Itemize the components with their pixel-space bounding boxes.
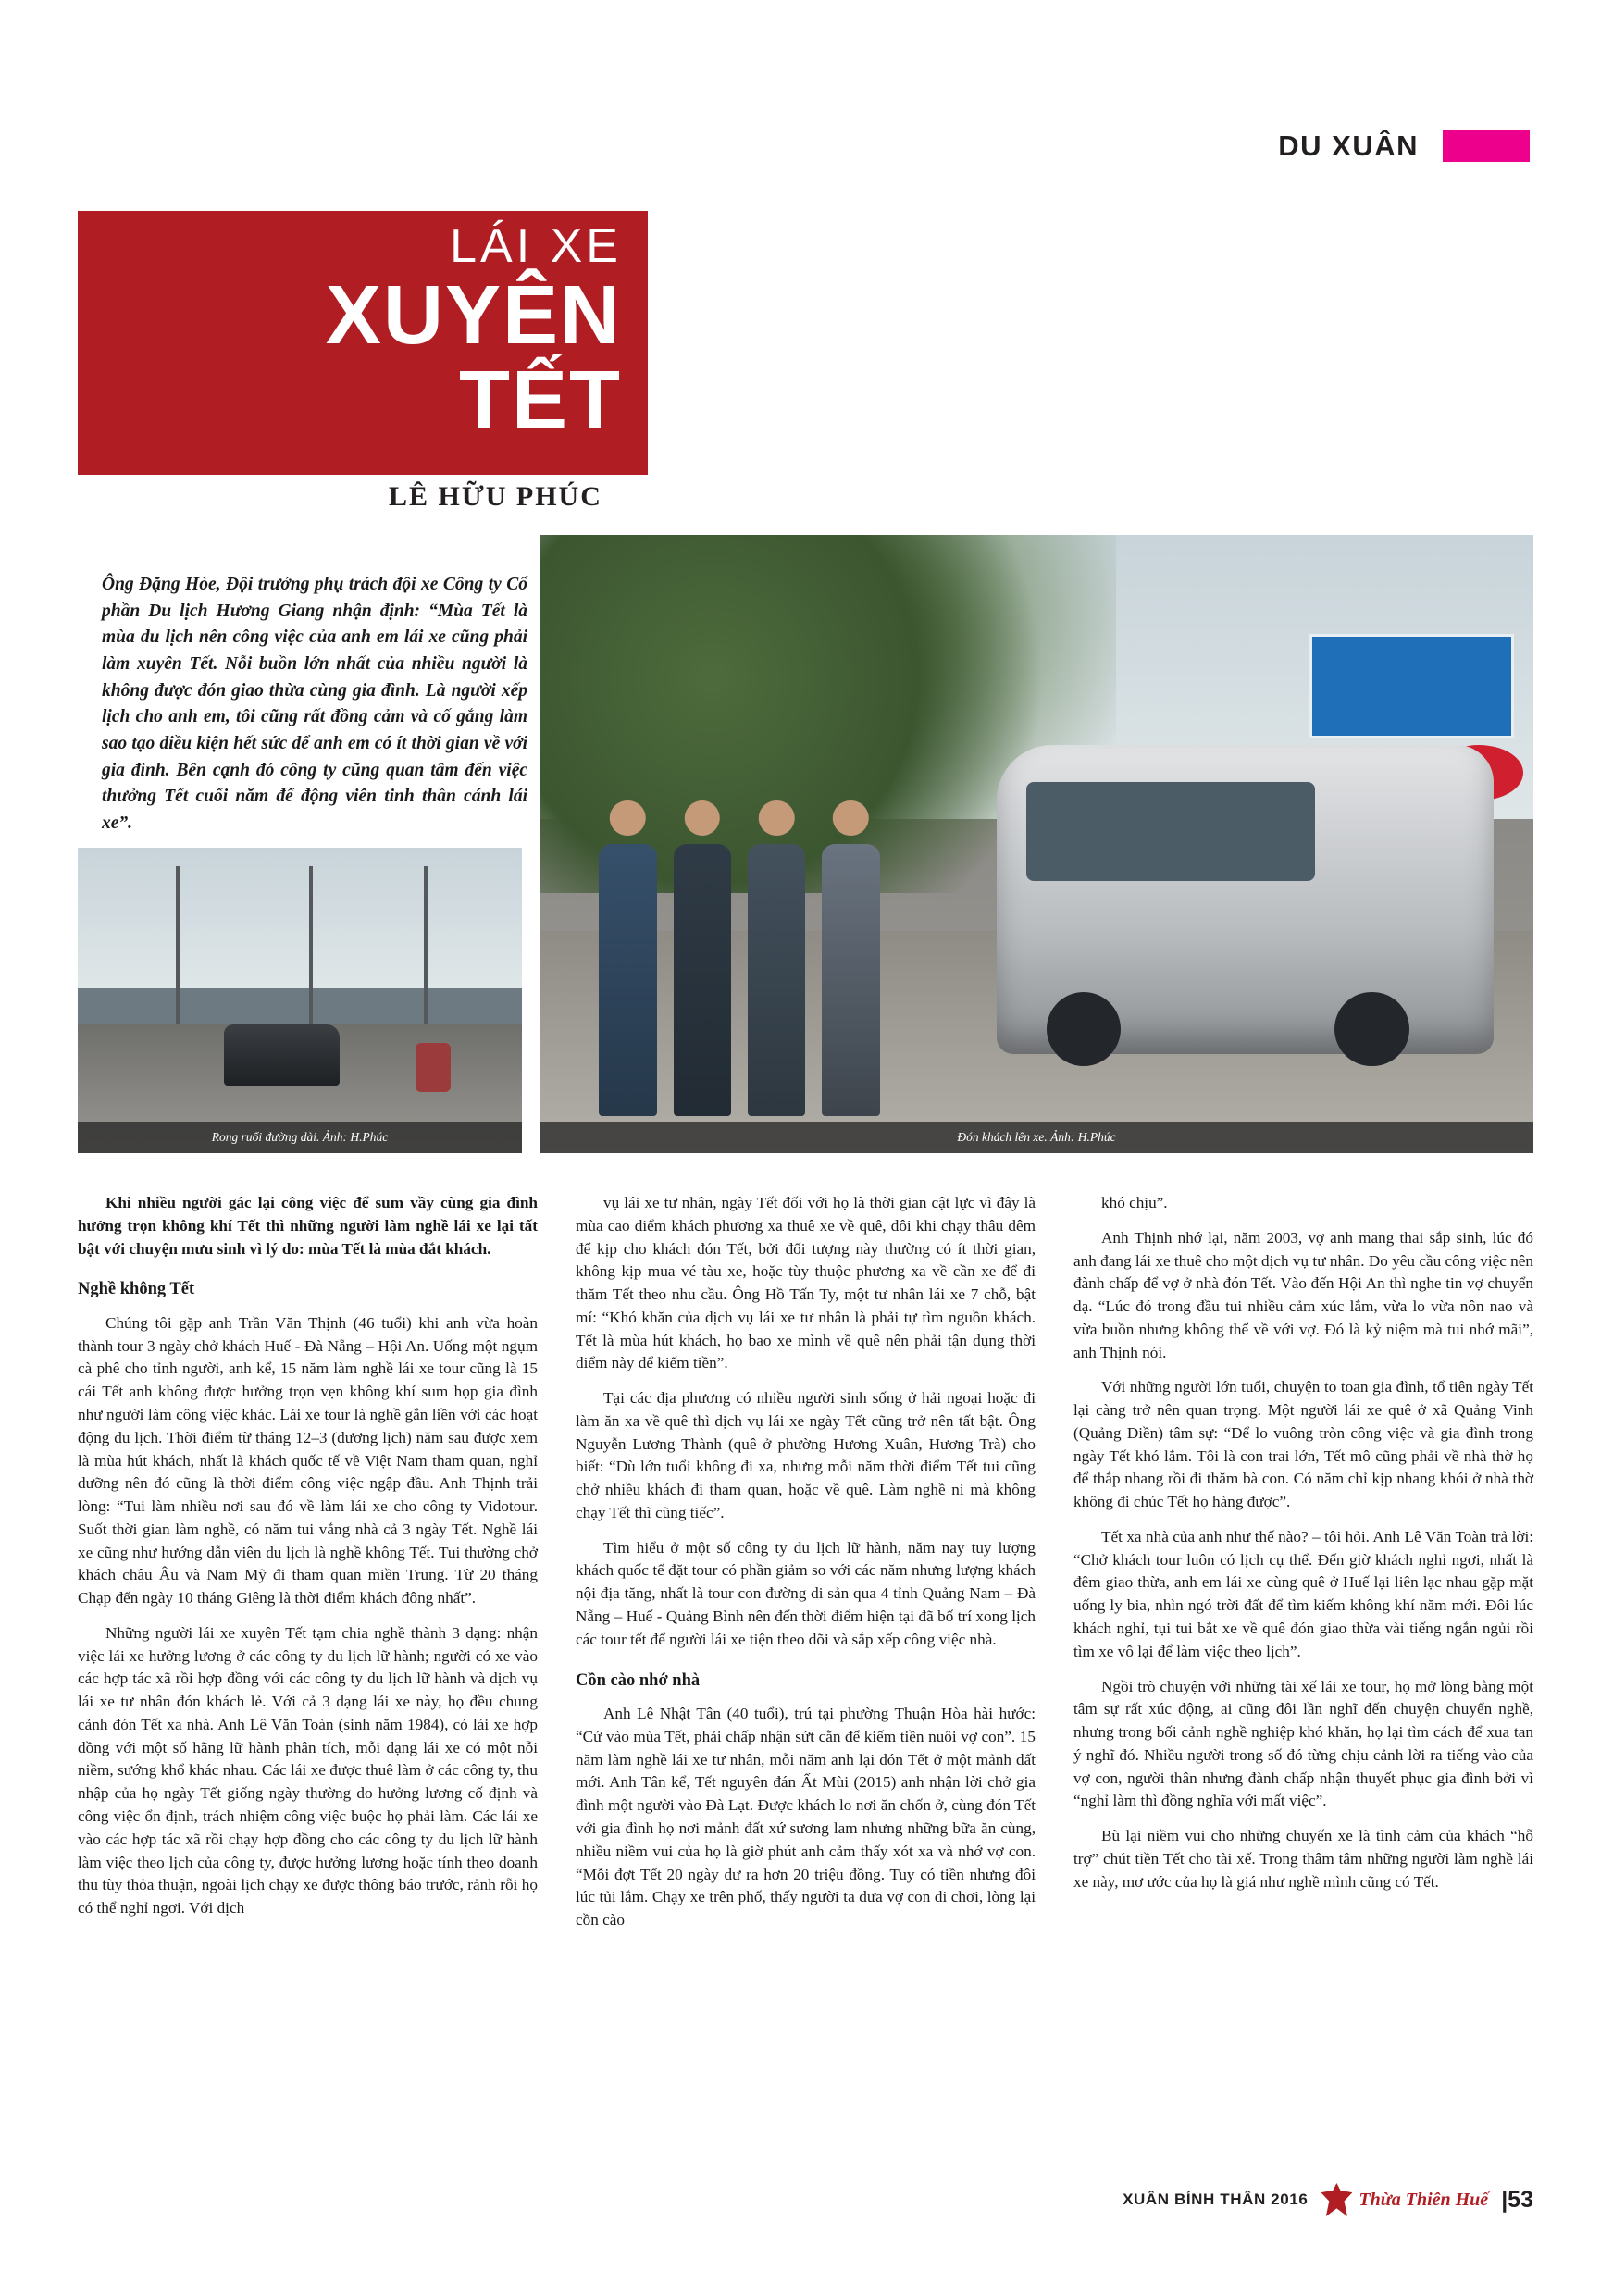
photo-van-wheel-rear <box>1334 992 1409 1067</box>
page-number: |53 <box>1501 2186 1533 2213</box>
body-column-3 <box>1073 1192 1533 2173</box>
publication-logo <box>1321 2183 1488 2216</box>
body-paragraph: Chúng tôi gặp anh Trần Văn Thịnh (46 tuổi) khi anh vừa hoàn thành tour 3 ngày chở khách Huế - Đà Nẵng – Hội An. Uống một ngụm cà phê cho tỉnh người, anh kể, 15 năm làm nghề lái xe tour cũng là 15 cái Tết anh không được hưởng trọn vẹn không khí sum họp gia đình như người làm công việc khác. Lái xe tour là nghề gắn liền với các hoạt động du lịch. Thời điểm từ tháng 12–3 (dương lịch) năm sau được xem là mùa hút khách, nhất là khách quốc tế về Việt Nam tham quan, nghỉ dưỡng nên đó cũng là thời điểm công việc ngập đầu. Anh Thịnh trải lòng: “Tui làm nhiều nơi sau đó về làm lái xe cho công ty Vidotour. Suốt thời gian làm nghề, có năm tui vắng nhà cả 3 ngày Tết. Nghề lái xe cũng như hướng dẫn viên du lịch là nghề không Tết. Tui thường chở khách châu Âu và Nam Mỹ đi tham quan miền Trung. Từ 20 tháng Chạp đến ngày 10 tháng Giêng là thời điểm khách đông nhất”. <box>78 1313 538 1607</box>
body-paragraph: Ngồi trò chuyện với những tài xế lái xe tour, họ mở lòng bằng một tâm sự rất xúc động, ai cũng đôi lần nghĩ đến chuyện chuyển nghề, nhưng trong bối cảnh nghề nghiệp khó khăn, họ lại tìm cách để xua tan ý nghĩ đó. Nhiều người trong số đó từng chịu cảnh lời ra tiếng vào của vợ con, người thân nhưng đành chấp nhận thuyết phục gia đình bởi vì “nghỉ làm thì đồng nghĩa với mất việc”. <box>1073 1677 1533 1810</box>
body-paragraph: Anh Lê Nhật Tân (40 tuổi), trú tại phường Thuận Hòa hài hước: “Cứ vào mùa Tết, phải chấp nhận sứt cằn để kiếm tiền nuôi vợ con”. 15 năm làm nghề lái xe tư nhân, mỗi năm anh lại đón Tết ở một mảnh đất mới. Anh Tân kể, Tết nguyên đán Ất Mùi (2015) anh nhận lời chở gia đình một người vào Đà Lạt. Được khách lo nơi ăn chốn ở, cùng đón Tết với gia đình họ nơi mảnh đất xứ sương lam nhưng những bữa ăn cùng, nhiều niềm vui của họ là giờ phút anh cảm thấy xót xa và nhớ vợ con. “Mỗi đợt Tết 20 ngày dư ra hơn 20 triệu đồng. Tuy có tiền nhưng đôi lúc tủi lắm. Chạy xe trên phố, thấy người ta đưa vợ con đi chơi, lòng lại cồn cào <box>576 1705 1036 1930</box>
body-lead-paragraph: Khi nhiều người gác lại công việc để sum vầy cùng gia đình hưởng trọn không khí Tết thì những người làm nghề lái xe lại tất bật với chuyện mưu sinh vì lý do: mùa Tết là mùa đắt khách. <box>78 1194 538 1258</box>
body-paragraph: Tìm hiểu ở một số công ty du lịch lữ hành, năm nay tuy lượng khách quốc tế đặt tour có phần giảm so với các năm nhưng lượng khách nội địa tăng, nhất là tour con đường di sản qua 4 tỉnh Quảng Nam – Đà Nẵng – Huế - Quảng Bình nên đến thời điểm hiện tại đã bố trí xong lịch các tour tết để người lái xe tiện theo dõi và sắp xếp công việc nhà. <box>576 1538 1036 1648</box>
body-paragraph: Anh Thịnh nhớ lại, năm 2003, vợ anh mang thai sắp sinh, lúc đó anh đang lái xe thuê cho một dịch vụ tư nhân. Do yêu cầu công việc nên đành chấp để vợ ở nhà đón Tết. Vào đến Hội An thì nghe tin vợ chuyển dạ. “Lúc đó trong đầu tui nhiều cảm xúc lắm, vừa lo vừa nôn nao và vừa buồn nhưng không thể về với vợ. Đó là kỷ niệm mà tui nhớ mãi”, anh Thịnh nói. <box>1073 1228 1533 1361</box>
body-column-2 <box>576 1192 1036 2173</box>
photo-person <box>674 844 731 1116</box>
photo-person <box>599 844 656 1116</box>
article-byline: LÊ HỮU PHÚC <box>389 481 602 512</box>
subheading-con-cao-nho-nha: Cồn cào nhớ nhà <box>576 1670 701 1690</box>
body-paragraph: Với những người lớn tuổi, chuyện to toan gia đình, tổ tiên ngày Tết lại càng trở nên quan trọng. Một người lái xe quê ở xã Quảng Vinh (Quảng Điền) tâm sự: “Để lo vuông tròn công việc và gia đình trong ngày Tết khó lắm. Tôi là con trai lớn, Tết mô cũng phải về nhà thờ họ để thắp nhang rồi đi thăm bà con. Có năm chỉ kịp nhang khói ở nhà thờ không đi chúc Tết họ hàng được”. <box>1073 1378 1533 1511</box>
body-paragraph: Tết xa nhà của anh như thế nào? – tôi hỏi. Anh Lê Văn Toàn trả lời: “Chở khách tour luôn có lịch cụ thể. Đến giờ khách nghỉ ngơi, nhất là đêm giao thừa, anh em lái xe cùng quê ở Huế lại liên lạc nhau gặp mặt uống ly bia, nhìn ngó trời đất để tìm kiếm không khí năm mới. Đôi lúc khách nghỉ, tụi tui bắt xe về quê đón giao thừa vài tiếng ngắn ngủi rồi tìm xe vô lại để làm việc theo lịch”. <box>1073 1527 1533 1660</box>
photo-main-caption: Đón khách lên xe. Ảnh: H.Phúc <box>540 1122 1533 1153</box>
photo-van-window <box>1026 782 1314 881</box>
photo-boarding-bus <box>540 535 1533 1153</box>
photo-van <box>997 745 1494 1054</box>
photo-passengers <box>599 844 937 1116</box>
page-header <box>1278 130 1530 163</box>
title-line-3: TẾT <box>459 354 622 447</box>
body-paragraph: Tại các địa phương có nhiều người sinh sống ở hải ngoại hoặc đi làm ăn xa về quê thì dịch vụ lái xe ngày Tết cũng trở nên tất bật. Ông Nguyễn Lương Thành (quê ở phường Hương Xuân, Hương Trà) cho biết: “Dù lớn tuổi không đi xa, nhưng mỗi năm thời điểm Tết tui cũng chở nhiều khách đi tham quan, hoặc về quê. Làm nghề ni mà không chạy Tết thì cũng tiếc”. <box>576 1389 1036 1521</box>
body-paragraph: Bù lại niềm vui cho những chuyến xe là tình cảm của khách “hỗ trợ” chút tiền Tết cho tài xế. Trong thâm tâm những người làm nghề lái xe này, mơ ước của họ là giá như nghề mình cũng có Tết. <box>1073 1827 1533 1891</box>
photo-motorbike <box>416 1043 451 1092</box>
photo-utility-pole <box>176 866 180 1025</box>
article-standfirst: Ông Đặng Hòe, Đội trưởng phụ trách đội xe Công ty Cổ phần Du lịch Hương Giang nhận định: “Mùa Tết là mùa du lịch nên công việc của anh em lái xe cũng phải làm xuyên Tết. Nỗi buồn lớn nhất của nhiều người là không được đón giao thừa cùng gia đình. Là người xếp lịch cho anh em, tôi cũng rất đồng cảm và cố gắng làm sao tạo điều kiện hết sức để anh em có ít thời gian về với gia đình. Bên cạnh đó công ty cũng quan tâm đến việc thưởng Tết cuối năm để động viên tinh thần cánh lái xe”. <box>102 575 527 833</box>
page-footer <box>1123 2183 1533 2216</box>
body-paragraph: vụ lái xe tư nhân, ngày Tết đối với họ là thời gian cật lực vì đây là mùa cao điểm khách phương xa thuê xe về quê, đôi khi chạy thâu đêm để kịp cho khách đón Tết, bởi đối tượng này thường có ít thời gian, không kịp mua vé tàu xe, hoặc tùy thuộc phương xa về cần xe để đi thăm Tết theo nhu cầu. Ông Hồ Tấn Ty, một tư nhân lái xe 7 chỗ, bật mí: “Khó khăn của dịch vụ lái xe tư nhân là phải tự tìm nguồn khách. Tết là mùa hút khách, họ bao xe mình về quê nên phải tận dụng thời điểm này để kiếm tiền”. <box>576 1194 1036 1372</box>
title-line-2: XUYÊN <box>325 269 622 362</box>
photo-person <box>748 844 805 1116</box>
photo-person <box>822 844 879 1116</box>
publication-name: Thừa Thiên Huế <box>1359 2189 1489 2210</box>
article-title-block <box>78 211 648 475</box>
article-body <box>78 1192 1535 2173</box>
article-title <box>325 219 622 447</box>
body-paragraph: Những người lái xe xuyên Tết tạm chia nghề thành 3 dạng: nhận việc lái xe hưởng lương ở các công ty du lịch lữ hành; người có xe vào các hợp tác xã rồi hợp đồng với các công ty du lịch lữ hành và dịch vụ lái xe tư nhân đón khách lẻ. Với cả 3 dạng lái xe này, họ đều chung cảnh đón Tết xa nhà. Anh Lê Văn Toàn (sinh năm 1984), có lái xe hợp đồng với một số hãng lữ hành phân tích, mỗi dạng lái xe có một nỗi niềm, sướng khổ khác nhau. Các lái xe được thuê làm ở các công ty, thu nhập của họ ngày Tết giống ngày thường do hưởng lương cố định và công việc ổn định, trách nhiệm công việc buộc họ phải làm. Các lái xe vào các hợp tác xã rồi chạy hợp đồng cho các công ty du lịch lữ hành làm việc theo lịch của công ty, được hưởng lương hoặc tính theo doanh thu tùy thỏa thuận, ngoài lịch chạy xe được thông báo trước, rảnh rỗi họ có thể nghỉ ngơi. Với dịch <box>78 1623 538 1917</box>
star-icon <box>1321 2183 1352 2216</box>
photo-utility-pole <box>309 866 313 1025</box>
photo-sky <box>78 848 522 988</box>
body-paragraph: khó chịu”. <box>1101 1194 1168 1211</box>
subheading-nghe-khong-tet: Nghề không Tết <box>78 1280 195 1299</box>
footer-issue-label: XUÂN BÍNH THÂN 2016 <box>1123 2191 1309 2208</box>
photo-van-wheel-front <box>1047 992 1122 1067</box>
photo-long-road <box>78 848 522 1153</box>
photo-car <box>224 1024 340 1086</box>
photo-shop-sign <box>1309 634 1514 738</box>
photo-small-caption: Rong ruổi đường dài. Ảnh: H.Phúc <box>78 1122 522 1153</box>
section-kicker: DU XUÂN <box>1278 130 1419 162</box>
photo-utility-pole <box>424 866 428 1025</box>
header-accent-swatch <box>1443 130 1530 162</box>
body-column-1 <box>78 1192 538 2173</box>
title-line-1: LÁI XE <box>450 219 622 273</box>
